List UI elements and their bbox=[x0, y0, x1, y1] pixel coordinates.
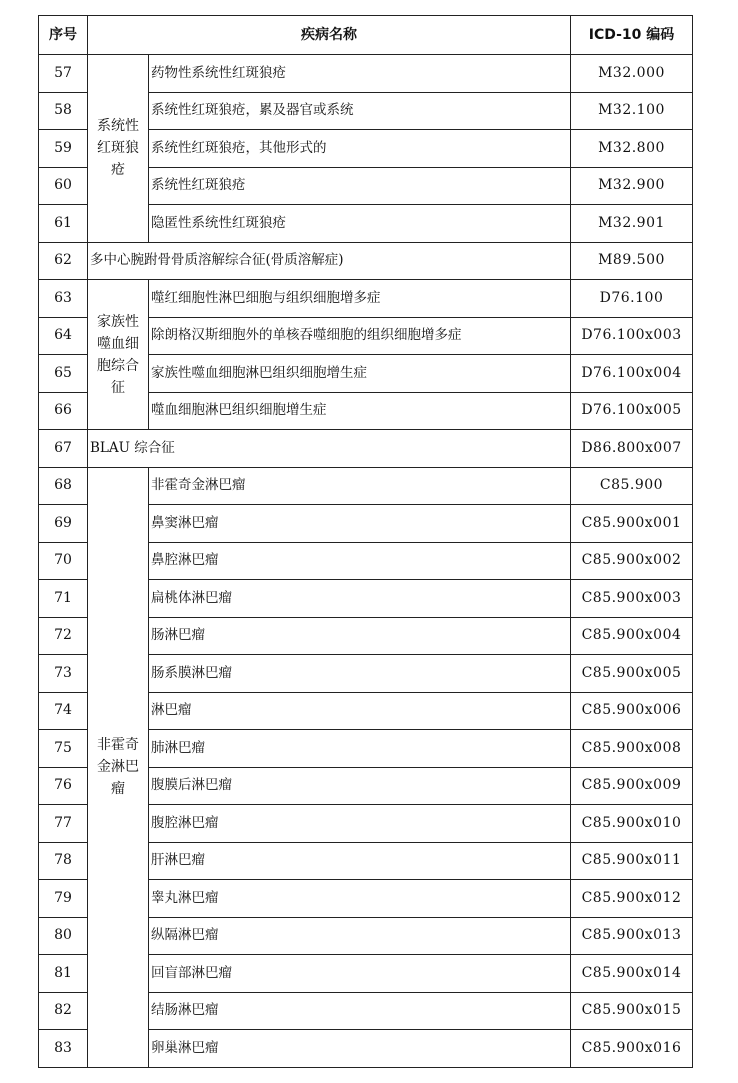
group-category-label: 非霍奇金淋巴瘤 bbox=[97, 737, 139, 797]
row-icd10-code: M32.900 bbox=[571, 167, 693, 205]
row-icd10-code: C85.900x016 bbox=[571, 1030, 693, 1068]
row-disease-name: 系统性红斑狼疮，累及器官或系统 bbox=[149, 92, 571, 130]
row-seq: 81 bbox=[39, 955, 88, 993]
row-seq: 72 bbox=[39, 617, 88, 655]
row-disease-name: 系统性红斑狼疮，其他形式的 bbox=[149, 130, 571, 168]
row-seq: 77 bbox=[39, 805, 88, 843]
header-seq: 序号 bbox=[39, 16, 88, 55]
row-seq: 67 bbox=[39, 430, 88, 468]
row-seq: 68 bbox=[39, 467, 88, 505]
row-disease-name: 多中心腕跗骨骨质溶解综合征(骨质溶解症) bbox=[88, 242, 571, 280]
row-icd10-code: M32.800 bbox=[571, 130, 693, 168]
row-seq: 57 bbox=[39, 55, 88, 93]
row-icd10-code: C85.900x006 bbox=[571, 692, 693, 730]
row-icd10-code: C85.900x002 bbox=[571, 542, 693, 580]
row-icd10-code: C85.900x015 bbox=[571, 992, 693, 1030]
row-icd10-code: D76.100x005 bbox=[571, 392, 693, 430]
row-seq: 70 bbox=[39, 542, 88, 580]
group-category-label: 系统性红斑狼疮 bbox=[97, 118, 139, 179]
row-seq: 64 bbox=[39, 317, 88, 355]
table-row bbox=[39, 430, 693, 468]
row-seq: 69 bbox=[39, 505, 88, 543]
row-disease-name: 噬红细胞性淋巴细胞与组织细胞增多症 bbox=[149, 280, 571, 318]
row-icd10-code: C85.900x004 bbox=[571, 617, 693, 655]
table-row bbox=[39, 280, 693, 318]
row-disease-name: 腹膜后淋巴瘤 bbox=[149, 767, 571, 805]
row-seq: 62 bbox=[39, 242, 88, 280]
table-row bbox=[39, 55, 693, 93]
row-disease-name: 药物性系统性红斑狼疮 bbox=[149, 55, 571, 93]
row-seq: 60 bbox=[39, 167, 88, 205]
row-disease-name: 淋巴瘤 bbox=[149, 692, 571, 730]
row-seq: 76 bbox=[39, 767, 88, 805]
row-disease-name: 除朗格汉斯细胞外的单核吞噬细胞的组织细胞增多症 bbox=[149, 317, 571, 355]
row-disease-name: 噬血细胞淋巴组织细胞增生症 bbox=[149, 392, 571, 430]
row-seq: 75 bbox=[39, 730, 88, 768]
table-row bbox=[39, 242, 693, 280]
header-icd10-code: ICD-10 编码 bbox=[571, 16, 693, 55]
row-disease-name: 鼻窦淋巴瘤 bbox=[149, 505, 571, 543]
row-disease-name: 睾丸淋巴瘤 bbox=[149, 880, 571, 918]
row-disease-name: 肠系膜淋巴瘤 bbox=[149, 655, 571, 693]
row-icd10-code: C85.900x010 bbox=[571, 805, 693, 843]
row-icd10-code: M32.000 bbox=[571, 55, 693, 93]
row-disease-name: 肺淋巴瘤 bbox=[149, 730, 571, 768]
disease-table bbox=[38, 15, 693, 1068]
header-row bbox=[39, 16, 693, 55]
row-seq: 80 bbox=[39, 917, 88, 955]
row-icd10-code: D76.100 bbox=[571, 280, 693, 318]
row-disease-name: 非霍奇金淋巴瘤 bbox=[149, 467, 571, 505]
row-disease-name: 纵隔淋巴瘤 bbox=[149, 917, 571, 955]
table-row bbox=[39, 467, 693, 505]
row-icd10-code: C85.900x005 bbox=[571, 655, 693, 693]
row-disease-name: 结肠淋巴瘤 bbox=[149, 992, 571, 1030]
row-disease-name: 卵巢淋巴瘤 bbox=[149, 1030, 571, 1068]
row-icd10-code: M89.500 bbox=[571, 242, 693, 280]
row-icd10-code: D76.100x003 bbox=[571, 317, 693, 355]
row-disease-name: 扁桃体淋巴瘤 bbox=[149, 580, 571, 618]
row-seq: 61 bbox=[39, 205, 88, 243]
row-icd10-code: C85.900x013 bbox=[571, 917, 693, 955]
row-seq: 73 bbox=[39, 655, 88, 693]
row-seq: 82 bbox=[39, 992, 88, 1030]
row-icd10-code: C85.900x008 bbox=[571, 730, 693, 768]
row-icd10-code: C85.900x012 bbox=[571, 880, 693, 918]
row-disease-name: 家族性噬血细胞淋巴组织细胞增生症 bbox=[149, 355, 571, 393]
row-seq: 83 bbox=[39, 1030, 88, 1068]
row-disease-name: 回盲部淋巴瘤 bbox=[149, 955, 571, 993]
row-icd10-code: D86.800x007 bbox=[571, 430, 693, 468]
row-group-category bbox=[88, 467, 149, 1067]
row-seq: 66 bbox=[39, 392, 88, 430]
header-disease-name: 疾病名称 bbox=[88, 16, 571, 55]
row-icd10-code: C85.900x014 bbox=[571, 955, 693, 993]
row-seq: 74 bbox=[39, 692, 88, 730]
row-seq: 78 bbox=[39, 842, 88, 880]
row-icd10-code: C85.900x003 bbox=[571, 580, 693, 618]
row-seq: 79 bbox=[39, 880, 88, 918]
row-icd10-code: C85.900 bbox=[571, 467, 693, 505]
row-seq: 71 bbox=[39, 580, 88, 618]
row-disease-name: 肝淋巴瘤 bbox=[149, 842, 571, 880]
row-seq: 58 bbox=[39, 92, 88, 130]
row-icd10-code: C85.900x001 bbox=[571, 505, 693, 543]
row-group-category bbox=[88, 280, 149, 430]
group-category-label: 家族性噬血细胞综合征 bbox=[97, 313, 139, 396]
row-icd10-code: D76.100x004 bbox=[571, 355, 693, 393]
row-disease-name: 系统性红斑狼疮 bbox=[149, 167, 571, 205]
row-disease-name: 肠淋巴瘤 bbox=[149, 617, 571, 655]
row-icd10-code: M32.100 bbox=[571, 92, 693, 130]
row-seq: 65 bbox=[39, 355, 88, 393]
row-disease-name: BLAU 综合征 bbox=[88, 430, 571, 468]
row-icd10-code: C85.900x009 bbox=[571, 767, 693, 805]
row-icd10-code: M32.901 bbox=[571, 205, 693, 243]
row-group-category bbox=[88, 55, 149, 243]
row-icd10-code: C85.900x011 bbox=[571, 842, 693, 880]
row-disease-name: 隐匿性系统性红斑狼疮 bbox=[149, 205, 571, 243]
row-disease-name: 鼻腔淋巴瘤 bbox=[149, 542, 571, 580]
row-disease-name: 腹腔淋巴瘤 bbox=[149, 805, 571, 843]
row-seq: 59 bbox=[39, 130, 88, 168]
row-seq: 63 bbox=[39, 280, 88, 318]
